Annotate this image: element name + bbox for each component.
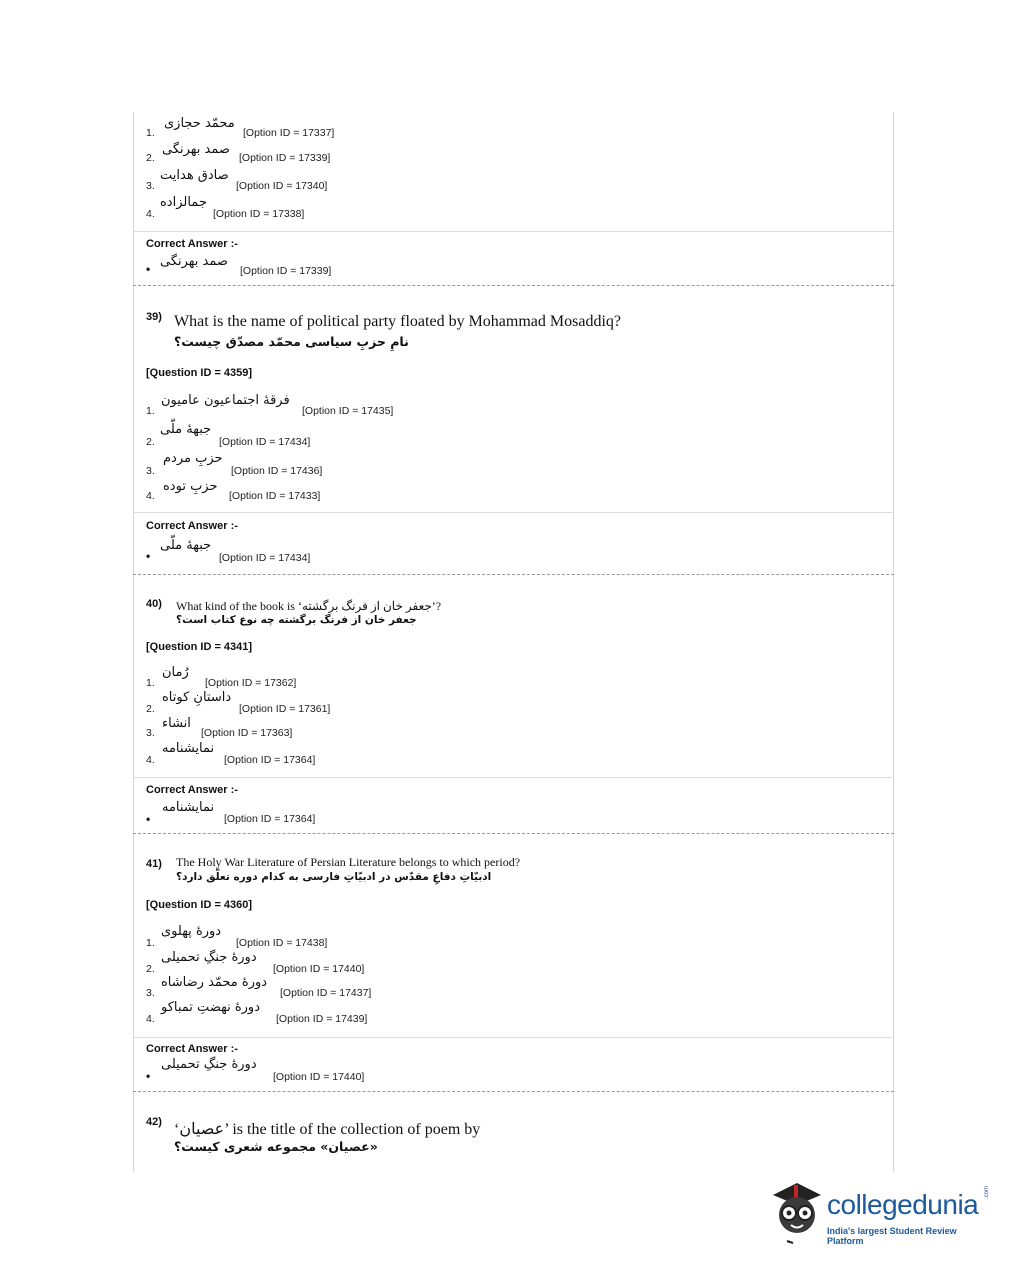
option-number: 4. — [146, 1013, 155, 1025]
divider — [133, 777, 894, 778]
option-number: 2. — [146, 963, 155, 975]
question-id: [Question ID = 4360] — [146, 899, 253, 911]
option-number: 3. — [146, 465, 155, 477]
question-english: What is the name of political party floated by Mohammad Mosaddiq? — [174, 313, 621, 330]
collegedunia-logo — [765, 1175, 995, 1245]
correct-answer-label: Correct Answer :- — [146, 238, 238, 250]
option-text: جمالزاده — [160, 195, 207, 210]
option-number: 3. — [146, 180, 155, 192]
correct-answer-id: [Option ID = 17364] — [224, 813, 316, 825]
correct-answer-text: صمد بهرنگی — [160, 254, 228, 269]
bullet: • — [146, 812, 151, 826]
correct-answer-id: [Option ID = 17339] — [240, 265, 332, 277]
option-number: 1. — [146, 677, 155, 689]
option-id: [Option ID = 17438] — [236, 937, 328, 949]
correct-answer-text: نمایشنامه — [162, 800, 215, 815]
option-number: 4. — [146, 208, 155, 220]
option-text: رُمان — [162, 665, 189, 680]
option-text: دورهٔ محمّد رضاشاه — [161, 975, 268, 990]
option-id: [Option ID = 17364] — [224, 754, 316, 766]
option-text: دورهٔ نهضتِ تمباکو — [161, 1000, 260, 1015]
option-text: محمّد حجازی — [164, 116, 235, 131]
question-english: ‘عصیان’ is the title of the collection of poem by — [174, 1121, 481, 1138]
correct-answer-label: Correct Answer :- — [146, 1043, 238, 1055]
bullet: • — [146, 549, 151, 563]
correct-answer-text: جبههٔ ملّی — [160, 538, 212, 553]
option-text: صمد بهرنگی — [162, 142, 230, 157]
divider — [133, 1037, 894, 1038]
correct-answer-id: [Option ID = 17434] — [219, 552, 311, 564]
question-english: What kind of the book is ‘جعفر خان از فرنگ برگشته’? — [176, 599, 442, 613]
option-id: [Option ID = 17434] — [219, 436, 311, 448]
option-number: 4. — [146, 754, 155, 766]
option-text: انشاء — [162, 716, 191, 731]
correct-answer-label: Correct Answer :- — [146, 784, 238, 796]
option-text: حزبِ توده — [163, 479, 218, 494]
option-text: دورهٔ جنگِ تحمیلی — [161, 950, 257, 965]
question-number: 42) — [146, 1116, 162, 1128]
logo-wordmark: collegedunia — [827, 1189, 979, 1220]
logo-tagline: India's largest Student Review Platform — [827, 1226, 957, 1246]
option-text: فرقهٔ اجتماعیون عامیون — [161, 393, 290, 408]
question-number: 40) — [146, 598, 162, 610]
option-id: [Option ID = 17337] — [243, 127, 335, 139]
question-english: The Holy War Literature of Persian Literature belongs to which period? — [176, 855, 521, 869]
bullet: • — [146, 262, 151, 276]
option-id: [Option ID = 17363] — [201, 727, 293, 739]
option-text: حزبِ مردم — [163, 451, 223, 466]
option-number: 1. — [146, 405, 155, 417]
divider — [133, 512, 894, 513]
correct-answer-label: Correct Answer :- — [146, 520, 238, 532]
mascot-icon — [767, 1175, 827, 1245]
question-separator — [133, 574, 894, 575]
logo-suffix: .com — [984, 1185, 990, 1199]
option-id: [Option ID = 17440] — [273, 963, 365, 975]
question-separator — [133, 1091, 894, 1092]
option-number: 1. — [146, 937, 155, 949]
option-id: [Option ID = 17436] — [231, 465, 323, 477]
option-number: 4. — [146, 490, 155, 502]
option-id: [Option ID = 17362] — [205, 677, 297, 689]
option-id: [Option ID = 17339] — [239, 152, 331, 164]
option-text: داستانِ کوتاه — [162, 690, 232, 705]
option-text: دورهٔ پهلوی — [161, 924, 222, 939]
option-id: [Option ID = 17439] — [276, 1013, 368, 1025]
correct-answer-text: دورهٔ جنگِ تحمیلی — [161, 1057, 257, 1072]
option-id: [Option ID = 17361] — [239, 703, 331, 715]
option-number: 3. — [146, 727, 155, 739]
option-number: 3. — [146, 987, 155, 999]
question-persian: جعفر خان از فرنگ برگشته چه نوع کتاب است؟ — [176, 614, 417, 626]
option-number: 1. — [146, 127, 155, 139]
question-number: 41) — [146, 858, 162, 870]
option-id: [Option ID = 17338] — [213, 208, 305, 220]
option-text: صادق هدایت — [160, 168, 229, 183]
option-id: [Option ID = 17435] — [302, 405, 394, 417]
option-number: 2. — [146, 436, 155, 448]
question-persian: «عصیان» مجموعه شعری کیست؟ — [174, 1139, 378, 1154]
option-id: [Option ID = 17437] — [280, 987, 372, 999]
option-number: 2. — [146, 152, 155, 164]
option-text: جبههٔ ملّی — [160, 422, 212, 437]
option-id: [Option ID = 17340] — [236, 180, 328, 192]
question-separator — [133, 285, 894, 286]
option-id: [Option ID = 17433] — [229, 490, 321, 502]
question-persian: نامِ حزبِ سیاسی محمّد مصدّق چیست؟ — [174, 334, 409, 349]
question-id: [Question ID = 4341] — [146, 641, 253, 653]
question-separator — [133, 833, 894, 834]
question-persian: ادبیّاتِ دفاعِ مقدّس در ادبیّاتِ فارسی به کدام دوره تعلّق دارد؟ — [176, 871, 492, 883]
divider — [133, 231, 894, 232]
question-id: [Question ID = 4359] — [146, 367, 253, 379]
question-number: 39) — [146, 311, 162, 323]
option-text: نمایشنامه — [162, 741, 215, 756]
correct-answer-id: [Option ID = 17440] — [273, 1071, 365, 1083]
option-number: 2. — [146, 703, 155, 715]
bullet: • — [146, 1069, 151, 1083]
